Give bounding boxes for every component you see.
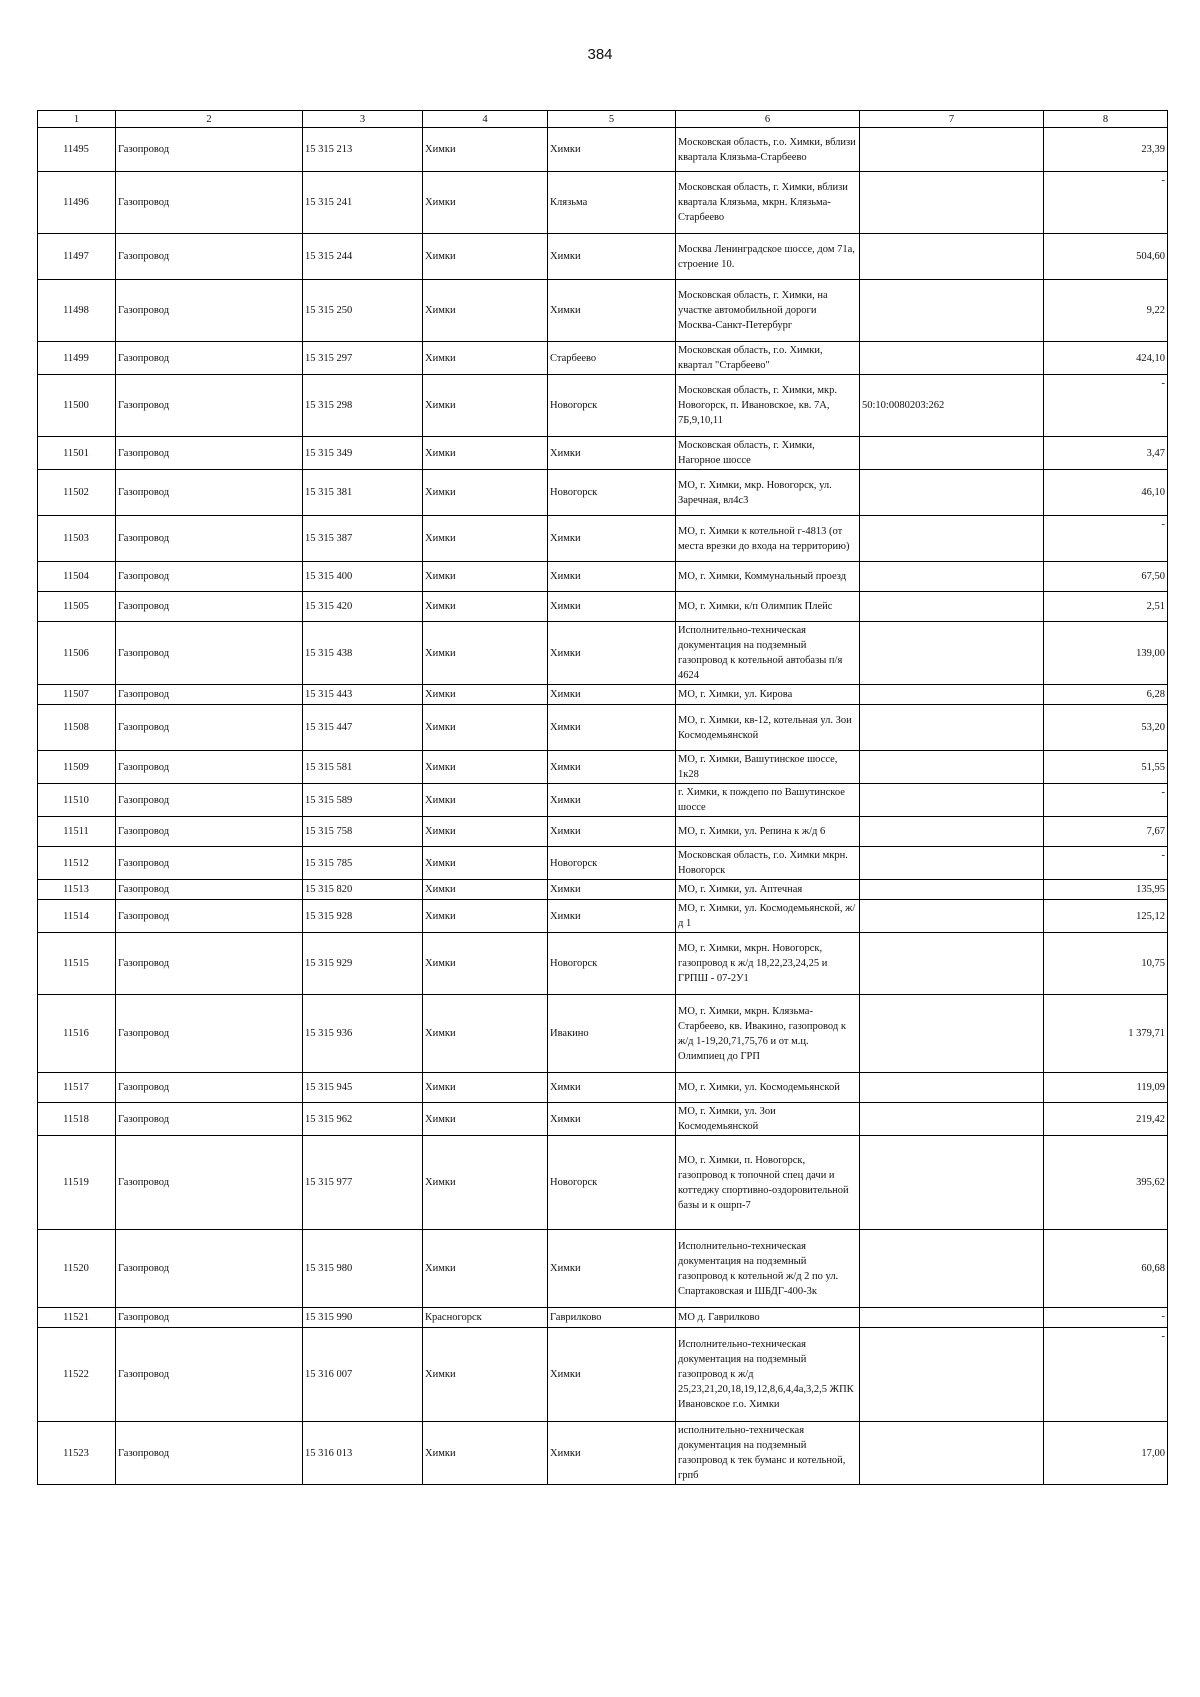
cadastral-number	[860, 1136, 1044, 1230]
cadastral-number	[860, 995, 1044, 1073]
object-address: Исполнительно-техническая документация на подземный газопровод к котельной автобазы п/я 4624	[676, 622, 860, 685]
record-number: 11500	[38, 375, 116, 437]
cadastral-number	[860, 280, 1044, 342]
object-code: 15 315 387	[303, 516, 423, 562]
district-name: Химки	[423, 622, 548, 685]
object-value: 67,50	[1044, 562, 1168, 592]
cadastral-number	[860, 128, 1044, 172]
cadastral-number	[860, 784, 1044, 817]
record-number: 11521	[38, 1308, 116, 1328]
record-number: 11503	[38, 516, 116, 562]
table-row	[38, 1328, 1168, 1422]
locality-name: Новогорск	[548, 470, 676, 516]
object-type: Газопровод	[116, 817, 303, 847]
record-number: 11497	[38, 234, 116, 280]
object-code: 15 315 438	[303, 622, 423, 685]
column-number: 4	[423, 111, 548, 128]
object-value: 125,12	[1044, 900, 1168, 933]
object-address: МО, г. Химки, ул. Космодемьянской, ж/д 1	[676, 900, 860, 933]
object-value: 9,22	[1044, 280, 1168, 342]
cadastral-number: 50:10:0080203:262	[860, 375, 1044, 437]
cadastral-number	[860, 880, 1044, 900]
object-value: 139,00	[1044, 622, 1168, 685]
object-code: 15 316 013	[303, 1422, 423, 1485]
object-value: -	[1044, 1308, 1168, 1328]
table-row	[38, 784, 1168, 817]
district-name: Химки	[423, 817, 548, 847]
table-row	[38, 622, 1168, 685]
record-number: 11507	[38, 685, 116, 705]
object-code: 15 315 250	[303, 280, 423, 342]
record-number: 11508	[38, 705, 116, 751]
district-name: Химки	[423, 1136, 548, 1230]
district-name: Химки	[423, 1422, 548, 1485]
record-number: 11499	[38, 342, 116, 375]
record-number: 11504	[38, 562, 116, 592]
page-number: 384	[587, 46, 613, 63]
object-value: 3,47	[1044, 437, 1168, 470]
table-row	[38, 172, 1168, 234]
table-row	[38, 900, 1168, 933]
table-row	[38, 1308, 1168, 1328]
record-number: 11505	[38, 592, 116, 622]
table-row	[38, 470, 1168, 516]
table-row	[38, 592, 1168, 622]
table-row	[38, 995, 1168, 1073]
locality-name: Новогорск	[548, 375, 676, 437]
table-row	[38, 1422, 1168, 1485]
object-address: МО, г. Химки, ул. Репина к ж/д 6	[676, 817, 860, 847]
object-address: МО, г. Химки, мкрн. Новогорск, газопровод к ж/д 18,22,23,24,25 и ГРПШ - 07-2У1	[676, 933, 860, 995]
object-value: 424,10	[1044, 342, 1168, 375]
district-name: Химки	[423, 784, 548, 817]
object-address: Исполнительно-техническая документация на подземный газопровод к котельной ж/д 2 по ул. Спартаковская и ШБДГ-400-3к	[676, 1230, 860, 1308]
cadastral-number	[860, 685, 1044, 705]
cadastral-number	[860, 705, 1044, 751]
object-address: МО, г. Химки, Вашутинское шоссе, 1к28	[676, 751, 860, 784]
district-name: Химки	[423, 1103, 548, 1136]
object-value: -	[1044, 172, 1168, 234]
locality-name: Химки	[548, 592, 676, 622]
object-code: 15 315 213	[303, 128, 423, 172]
district-name: Химки	[423, 234, 548, 280]
district-name: Химки	[423, 751, 548, 784]
cadastral-number	[860, 1328, 1044, 1422]
record-number: 11512	[38, 847, 116, 880]
record-number: 11516	[38, 995, 116, 1073]
object-type: Газопровод	[116, 705, 303, 751]
locality-name: Гаврилково	[548, 1308, 676, 1328]
object-code: 15 315 298	[303, 375, 423, 437]
object-address: МО, г. Химки, мкрн. Клязьма-Старбеево, кв. Ивакино, газопровод к ж/д 1-19,20,71,75,76 и от м.ц. Олимпиец до ГРП	[676, 995, 860, 1073]
object-type: Газопровод	[116, 1422, 303, 1485]
object-value: 119,09	[1044, 1073, 1168, 1103]
object-code: 15 315 936	[303, 995, 423, 1073]
table-row	[38, 705, 1168, 751]
record-number: 11513	[38, 880, 116, 900]
table-row	[38, 1230, 1168, 1308]
table-row	[38, 342, 1168, 375]
object-address: МО, г. Химки, мкр. Новогорск, ул. Заречная, вл4с3	[676, 470, 860, 516]
object-code: 15 315 928	[303, 900, 423, 933]
object-address: МО, г. Химки, ул. Кирова	[676, 685, 860, 705]
object-type: Газопровод	[116, 437, 303, 470]
locality-name: Клязьма	[548, 172, 676, 234]
object-type: Газопровод	[116, 1308, 303, 1328]
cadastral-number	[860, 234, 1044, 280]
district-name: Химки	[423, 280, 548, 342]
locality-name: Химки	[548, 817, 676, 847]
cadastral-number	[860, 172, 1044, 234]
object-code: 15 315 990	[303, 1308, 423, 1328]
locality-name: Старбеево	[548, 342, 676, 375]
cadastral-number	[860, 1103, 1044, 1136]
record-number: 11514	[38, 900, 116, 933]
object-type: Газопровод	[116, 995, 303, 1073]
district-name: Красногорск	[423, 1308, 548, 1328]
locality-name: Химки	[548, 1103, 676, 1136]
object-address: МО, г. Химки, ул. Аптечная	[676, 880, 860, 900]
object-address: Московская область, г. Химки, Нагорное шоссе	[676, 437, 860, 470]
object-type: Газопровод	[116, 847, 303, 880]
object-code: 15 315 400	[303, 562, 423, 592]
locality-name: Ивакино	[548, 995, 676, 1073]
object-value: 1 379,71	[1044, 995, 1168, 1073]
object-value: 17,00	[1044, 1422, 1168, 1485]
cadastral-number	[860, 562, 1044, 592]
object-code: 15 315 977	[303, 1136, 423, 1230]
column-number: 7	[860, 111, 1044, 128]
column-number-row	[38, 111, 1168, 128]
object-code: 15 315 962	[303, 1103, 423, 1136]
object-value: 219,42	[1044, 1103, 1168, 1136]
object-value: 6,28	[1044, 685, 1168, 705]
district-name: Химки	[423, 516, 548, 562]
object-value: -	[1044, 847, 1168, 880]
object-code: 15 315 589	[303, 784, 423, 817]
object-code: 15 315 820	[303, 880, 423, 900]
object-address: исполнительно-техническая документация на подземный газопровод к тек буманс и котельной, грпб	[676, 1422, 860, 1485]
object-type: Газопровод	[116, 784, 303, 817]
object-type: Газопровод	[116, 1073, 303, 1103]
cadastral-number	[860, 847, 1044, 880]
object-code: 15 315 929	[303, 933, 423, 995]
object-type: Газопровод	[116, 516, 303, 562]
locality-name: Новогорск	[548, 1136, 676, 1230]
object-code: 15 316 007	[303, 1328, 423, 1422]
object-type: Газопровод	[116, 234, 303, 280]
record-number: 11495	[38, 128, 116, 172]
table-row	[38, 375, 1168, 437]
object-value: 51,55	[1044, 751, 1168, 784]
object-value: 10,75	[1044, 933, 1168, 995]
object-address: Московская область, г.о. Химки, квартал "Старбеево"	[676, 342, 860, 375]
record-number: 11496	[38, 172, 116, 234]
column-number: 2	[116, 111, 303, 128]
column-number: 6	[676, 111, 860, 128]
object-type: Газопровод	[116, 1328, 303, 1422]
record-number: 11523	[38, 1422, 116, 1485]
object-type: Газопровод	[116, 470, 303, 516]
column-number: 5	[548, 111, 676, 128]
locality-name: Химки	[548, 1328, 676, 1422]
district-name: Химки	[423, 128, 548, 172]
record-number: 11519	[38, 1136, 116, 1230]
object-address: МО, г. Химки, п. Новогорск, газопровод к топочной спец дачи и коттеджу спортивно-оздоровительной базы и к ошрп-7	[676, 1136, 860, 1230]
object-value: -	[1044, 1328, 1168, 1422]
object-address: Исполнительно-техническая документация на подземный газопровод к ж/д 25,23,21,20,18,19,12,8,6,4,4а,3,2,5 ЖПК Ивановское г.о. Химки	[676, 1328, 860, 1422]
object-address: МО, г. Химки, Коммунальный проезд	[676, 562, 860, 592]
object-type: Газопровод	[116, 562, 303, 592]
table-row	[38, 1136, 1168, 1230]
object-code: 15 315 349	[303, 437, 423, 470]
cadastral-number	[860, 751, 1044, 784]
record-number: 11501	[38, 437, 116, 470]
locality-name: Химки	[548, 705, 676, 751]
record-number: 11517	[38, 1073, 116, 1103]
district-name: Химки	[423, 375, 548, 437]
column-number: 8	[1044, 111, 1168, 128]
object-code: 15 315 381	[303, 470, 423, 516]
object-type: Газопровод	[116, 1103, 303, 1136]
record-number: 11511	[38, 817, 116, 847]
cadastral-number	[860, 1230, 1044, 1308]
record-number: 11509	[38, 751, 116, 784]
object-type: Газопровод	[116, 375, 303, 437]
locality-name: Новогорск	[548, 933, 676, 995]
district-name: Химки	[423, 562, 548, 592]
locality-name: Новогорск	[548, 847, 676, 880]
object-type: Газопровод	[116, 751, 303, 784]
object-address: МО, г. Химки, к/п Олимпик Плейс	[676, 592, 860, 622]
locality-name: Химки	[548, 437, 676, 470]
district-name: Химки	[423, 592, 548, 622]
object-value: 7,67	[1044, 817, 1168, 847]
district-name: Химки	[423, 342, 548, 375]
object-code: 15 315 785	[303, 847, 423, 880]
object-code: 15 315 443	[303, 685, 423, 705]
object-code: 15 315 980	[303, 1230, 423, 1308]
object-address: Московская область, г.о. Химки мкрн. Новогорск	[676, 847, 860, 880]
column-number: 3	[303, 111, 423, 128]
table-row	[38, 437, 1168, 470]
object-type: Газопровод	[116, 1230, 303, 1308]
table-row	[38, 847, 1168, 880]
district-name: Химки	[423, 705, 548, 751]
cadastral-number	[860, 1422, 1044, 1485]
district-name: Химки	[423, 933, 548, 995]
locality-name: Химки	[548, 751, 676, 784]
record-number: 11518	[38, 1103, 116, 1136]
cadastral-number	[860, 437, 1044, 470]
record-number: 11498	[38, 280, 116, 342]
object-value: 46,10	[1044, 470, 1168, 516]
object-type: Газопровод	[116, 280, 303, 342]
record-number: 11522	[38, 1328, 116, 1422]
object-value: 2,51	[1044, 592, 1168, 622]
object-type: Газопровод	[116, 933, 303, 995]
table-row	[38, 933, 1168, 995]
object-type: Газопровод	[116, 1136, 303, 1230]
cadastral-number	[860, 1073, 1044, 1103]
object-code: 15 315 447	[303, 705, 423, 751]
locality-name: Химки	[548, 516, 676, 562]
object-value: -	[1044, 784, 1168, 817]
object-type: Газопровод	[116, 900, 303, 933]
locality-name: Химки	[548, 880, 676, 900]
object-address: Московская область, г. Химки, на участке автомобильной дороги Москва-Санкт-Петербург	[676, 280, 860, 342]
object-code: 15 315 420	[303, 592, 423, 622]
district-name: Химки	[423, 880, 548, 900]
locality-name: Химки	[548, 1073, 676, 1103]
object-code: 15 315 244	[303, 234, 423, 280]
locality-name: Химки	[548, 562, 676, 592]
object-code: 15 315 758	[303, 817, 423, 847]
object-address: МО, г. Химки, кв-12, котельная ул. Зои Космодемьянской	[676, 705, 860, 751]
object-code: 15 315 945	[303, 1073, 423, 1103]
district-name: Химки	[423, 470, 548, 516]
object-code: 15 315 297	[303, 342, 423, 375]
table-row	[38, 685, 1168, 705]
object-value: -	[1044, 516, 1168, 562]
object-type: Газопровод	[116, 685, 303, 705]
object-address: МО, г. Химки, ул. Космодемьянской	[676, 1073, 860, 1103]
table-row	[38, 751, 1168, 784]
object-value: 60,68	[1044, 1230, 1168, 1308]
object-value: 53,20	[1044, 705, 1168, 751]
district-name: Химки	[423, 172, 548, 234]
locality-name: Химки	[548, 234, 676, 280]
locality-name: Химки	[548, 784, 676, 817]
table-row	[38, 128, 1168, 172]
column-number: 1	[38, 111, 116, 128]
cadastral-number	[860, 900, 1044, 933]
cadastral-number	[860, 342, 1044, 375]
locality-name: Химки	[548, 622, 676, 685]
locality-name: Химки	[548, 900, 676, 933]
record-number: 11506	[38, 622, 116, 685]
cadastral-number	[860, 1308, 1044, 1328]
table-row	[38, 234, 1168, 280]
cadastral-number	[860, 470, 1044, 516]
table-row	[38, 280, 1168, 342]
object-value: 395,62	[1044, 1136, 1168, 1230]
cadastral-number	[860, 516, 1044, 562]
locality-name: Химки	[548, 685, 676, 705]
object-address: г. Химки, к пождепо по Вашутинское шоссе	[676, 784, 860, 817]
object-code: 15 315 241	[303, 172, 423, 234]
table-row	[38, 516, 1168, 562]
object-type: Газопровод	[116, 128, 303, 172]
object-address: МО д. Гаврилково	[676, 1308, 860, 1328]
object-type: Газопровод	[116, 342, 303, 375]
object-address: Московская область, г. Химки, вблизи квартала Клязьма, мкрн. Клязьма-Старбеево	[676, 172, 860, 234]
object-address: Московская область, г. Химки, мкр. Новогорск, п. Ивановское, кв. 7А, 7Б,9,10,11	[676, 375, 860, 437]
record-number: 11520	[38, 1230, 116, 1308]
object-address: Московская область, г.о. Химки, вблизи квартала Клязьма-Старбеево	[676, 128, 860, 172]
object-type: Газопровод	[116, 622, 303, 685]
district-name: Химки	[423, 900, 548, 933]
locality-name: Химки	[548, 1230, 676, 1308]
table-row	[38, 880, 1168, 900]
cadastral-number	[860, 592, 1044, 622]
district-name: Химки	[423, 847, 548, 880]
record-number: 11502	[38, 470, 116, 516]
table-row	[38, 817, 1168, 847]
district-name: Химки	[423, 1328, 548, 1422]
object-value: 23,39	[1044, 128, 1168, 172]
cadastral-number	[860, 622, 1044, 685]
cadastral-number	[860, 933, 1044, 995]
cadastral-number	[860, 817, 1044, 847]
object-type: Газопровод	[116, 172, 303, 234]
registry-table	[37, 110, 1168, 1485]
registry-body	[38, 111, 1168, 1485]
locality-name: Химки	[548, 128, 676, 172]
district-name: Химки	[423, 995, 548, 1073]
record-number: 11515	[38, 933, 116, 995]
object-address: Москва Ленинградское шоссе, дом 71а, строение 10.	[676, 234, 860, 280]
object-type: Газопровод	[116, 880, 303, 900]
object-address: МО, г. Химки к котельной г-4813 (от места врезки до входа на территорию)	[676, 516, 860, 562]
object-address: МО, г. Химки, ул. Зои Космодемьянской	[676, 1103, 860, 1136]
object-value: -	[1044, 375, 1168, 437]
district-name: Химки	[423, 437, 548, 470]
district-name: Химки	[423, 1230, 548, 1308]
district-name: Химки	[423, 1073, 548, 1103]
table-row	[38, 1103, 1168, 1136]
locality-name: Химки	[548, 1422, 676, 1485]
table-row	[38, 562, 1168, 592]
object-type: Газопровод	[116, 592, 303, 622]
locality-name: Химки	[548, 280, 676, 342]
object-value: 504,60	[1044, 234, 1168, 280]
table-row	[38, 1073, 1168, 1103]
district-name: Химки	[423, 685, 548, 705]
object-code: 15 315 581	[303, 751, 423, 784]
object-value: 135,95	[1044, 880, 1168, 900]
record-number: 11510	[38, 784, 116, 817]
